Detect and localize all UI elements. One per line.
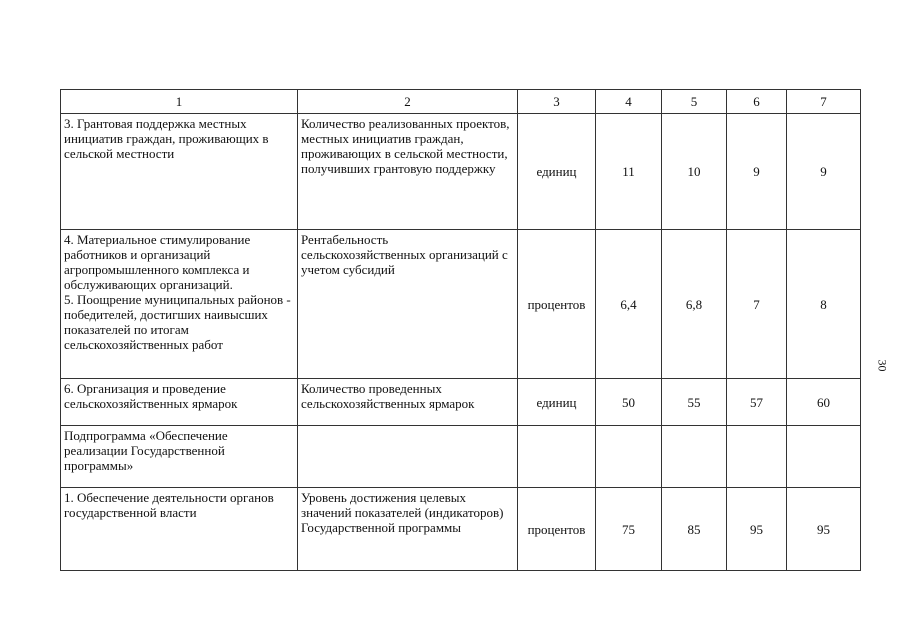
value-cell (727, 426, 787, 488)
value-cell (596, 426, 662, 488)
column-number-cell: 6 (727, 90, 787, 114)
value-cell: 6,4 (596, 230, 662, 379)
value-cell: 6,8 (662, 230, 727, 379)
value-cell: 7 (727, 230, 787, 379)
column-number-cell: 2 (298, 90, 518, 114)
value-cell: 95 (727, 488, 787, 571)
indicators-table (60, 89, 861, 571)
table-row (61, 379, 861, 426)
subprogram-row (61, 426, 861, 488)
value-cell: 85 (662, 488, 727, 571)
value-cell: 9 (787, 114, 861, 230)
page-number: 30 (875, 359, 890, 372)
event-cell: 6. Организация и проведение сельскохозяйственных ярмарок (61, 379, 298, 426)
event-cell: 1. Обеспечение деятельности органов государственной власти (61, 488, 298, 571)
subprogram-title-cell: Подпрограмма «Обеспечение реализации Государственной программы» (61, 426, 298, 488)
unit-cell (518, 426, 596, 488)
column-number-cell: 5 (662, 90, 727, 114)
indicator-cell (298, 426, 518, 488)
value-cell (787, 426, 861, 488)
table-header-row (61, 90, 861, 114)
table-row (61, 488, 861, 571)
unit-cell: единиц (518, 114, 596, 230)
value-cell: 95 (787, 488, 861, 571)
event-cell: 4. Материальное стимулирование работников и организаций агропромышленного комплекса и обслуживающих организаций. 5. Поощрение муниципальных районов - победителей, достигших наивысших показателей по итогам сельскохозяйственных работ (61, 230, 298, 379)
value-cell: 8 (787, 230, 861, 379)
column-number-cell: 1 (61, 90, 298, 114)
value-cell: 9 (727, 114, 787, 230)
indicator-cell: Количество проведенных сельскохозяйственных ярмарок (298, 379, 518, 426)
column-number-cell: 7 (787, 90, 861, 114)
unit-cell: процентов (518, 230, 596, 379)
column-number-cell: 3 (518, 90, 596, 114)
value-cell (662, 426, 727, 488)
indicator-cell: Уровень достижения целевых значений показателей (индикаторов) Государственной программы (298, 488, 518, 571)
value-cell: 11 (596, 114, 662, 230)
unit-cell: единиц (518, 379, 596, 426)
value-cell: 55 (662, 379, 727, 426)
table-row (61, 230, 861, 379)
indicator-cell: Количество реализованных проектов, местных инициатив граждан, проживающих в сельской местности, получивших грантовую поддержку (298, 114, 518, 230)
table-row (61, 114, 861, 230)
value-cell: 50 (596, 379, 662, 426)
column-number-cell: 4 (596, 90, 662, 114)
indicator-cell: Рентабельность сельскохозяйственных организаций с учетом субсидий (298, 230, 518, 379)
value-cell: 57 (727, 379, 787, 426)
value-cell: 10 (662, 114, 727, 230)
value-cell: 60 (787, 379, 861, 426)
event-cell: 3. Грантовая поддержка местных инициатив граждан, проживающих в сельской местности (61, 114, 298, 230)
unit-cell: процентов (518, 488, 596, 571)
value-cell: 75 (596, 488, 662, 571)
